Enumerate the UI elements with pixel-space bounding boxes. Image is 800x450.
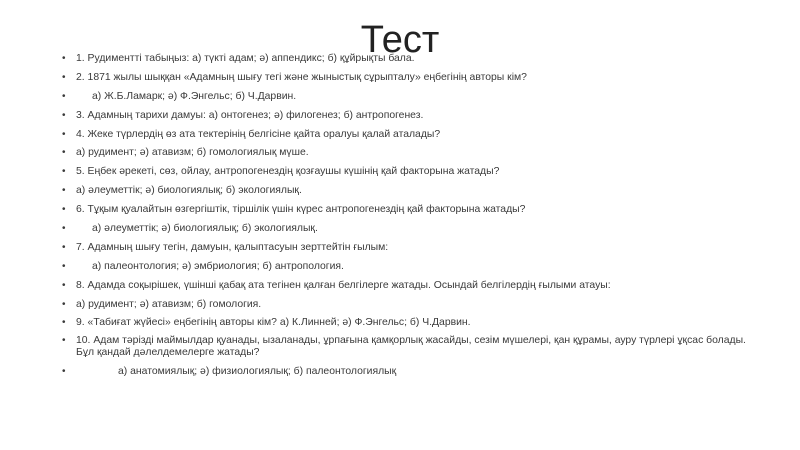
item-text: а) рудимент; ә) атавизм; б) гомология.	[76, 298, 262, 310]
list-item	[62, 222, 752, 241]
bullet-icon: •	[62, 335, 66, 347]
item-text: 6. Тұқым қуалайтын өзгергіштік, тіршілік үшін күрес антропогенездің қай факторына жатады?	[76, 204, 526, 216]
bullet-icon: •	[62, 223, 66, 235]
bullet-icon: •	[62, 185, 66, 197]
item-text: 3. Адамның тарихи дамуы: а) онтогенез; ә) филогенез; б) антропогенез.	[76, 109, 424, 121]
item-text: 10. Адам тәрізді маймылдар қуанады, ызаланады, ұрпағына қамқорлық жасайды, сезім мүшелері, қан құрамы, ауру түрлері ұқсас болады. Бұл қандай дәлелдемелерге жатады?	[76, 335, 746, 358]
item-text: а) әлеуметтік; ә) биологиялық; б) экологиялық.	[92, 223, 318, 235]
list-item	[62, 260, 752, 279]
bullet-icon: •	[62, 317, 66, 329]
bullet-icon: •	[62, 260, 66, 272]
list-item	[62, 90, 752, 109]
bullet-icon: •	[62, 279, 66, 291]
item-text: 5. Еңбек әрекеті, сөз, ойлау, антропогенездің қозғаушы күшінің қай факторына жатады?	[76, 166, 500, 178]
item-text: 2. 1871 жылы шыққан «Адамның шығу тегі және жыныстық сұрыпталу» еңбегінің авторы кім?	[76, 71, 527, 83]
bullet-icon: •	[62, 147, 66, 159]
bullet-icon: •	[62, 71, 66, 83]
item-text: 1. Рудиментті табыңыз: а) түкті адам; ә) аппендикс; б) құйрықты бала.	[76, 53, 415, 64]
list-item	[62, 52, 752, 71]
list-item	[62, 298, 752, 317]
list-item	[62, 146, 752, 165]
bullet-icon: •	[62, 204, 66, 216]
item-text: а) Ж.Б.Ламарк; ә) Ф.Энгельс; б) Ч.Дарвин.	[92, 90, 297, 102]
bullet-icon: •	[62, 128, 66, 140]
bullet-icon: •	[62, 53, 66, 64]
list-item	[62, 71, 752, 90]
list-item	[62, 109, 752, 128]
bullet-icon: •	[62, 241, 66, 253]
item-text: а) анатомиялық; ә) физиологиялық; б) палеонтологиялық	[118, 366, 397, 378]
list-item	[62, 241, 752, 260]
list-item	[62, 335, 752, 365]
item-text: 7. Адамның шығу тегін, дамуын, қалыптасуын зерттейтін ғылым:	[76, 241, 389, 253]
list-item	[62, 365, 752, 384]
item-text: 9. «Табиғат жүйесі» еңбегінің авторы кім? а) К.Линней; ә) Ф.Энгельс; б) Ч.Дарвин.	[76, 317, 471, 329]
list-item	[62, 165, 752, 184]
question-list	[62, 52, 752, 384]
list-item	[62, 184, 752, 203]
item-text: а) палеонтология; ә) эмбриология; б) антропология.	[92, 260, 344, 272]
item-text: а) рудимент; ә) атавизм; б) гомологиялық мүше.	[76, 147, 309, 159]
item-text: 8. Адамда соқырішек, үшінші қабақ ата тегінен қалған белгілерге жатады. Осындай белгілердің ғылыми атауы:	[76, 279, 611, 291]
bullet-icon: •	[62, 366, 66, 378]
bullet-icon: •	[62, 166, 66, 178]
list-item	[62, 128, 752, 147]
item-text: а) әлеуметтік; ә) биологиялық; б) экологиялық.	[76, 185, 302, 197]
item-text: 4. Жеке түрлердің өз ата тектерінің белгісіне қайта оралуы қалай аталады?	[76, 128, 441, 140]
bullet-icon: •	[62, 298, 66, 310]
list-item	[62, 279, 752, 298]
slide-title: Тест	[360, 19, 440, 61]
list-item	[62, 203, 752, 222]
bullet-icon: •	[62, 90, 66, 102]
bullet-icon: •	[62, 109, 66, 121]
list-item	[62, 316, 752, 335]
